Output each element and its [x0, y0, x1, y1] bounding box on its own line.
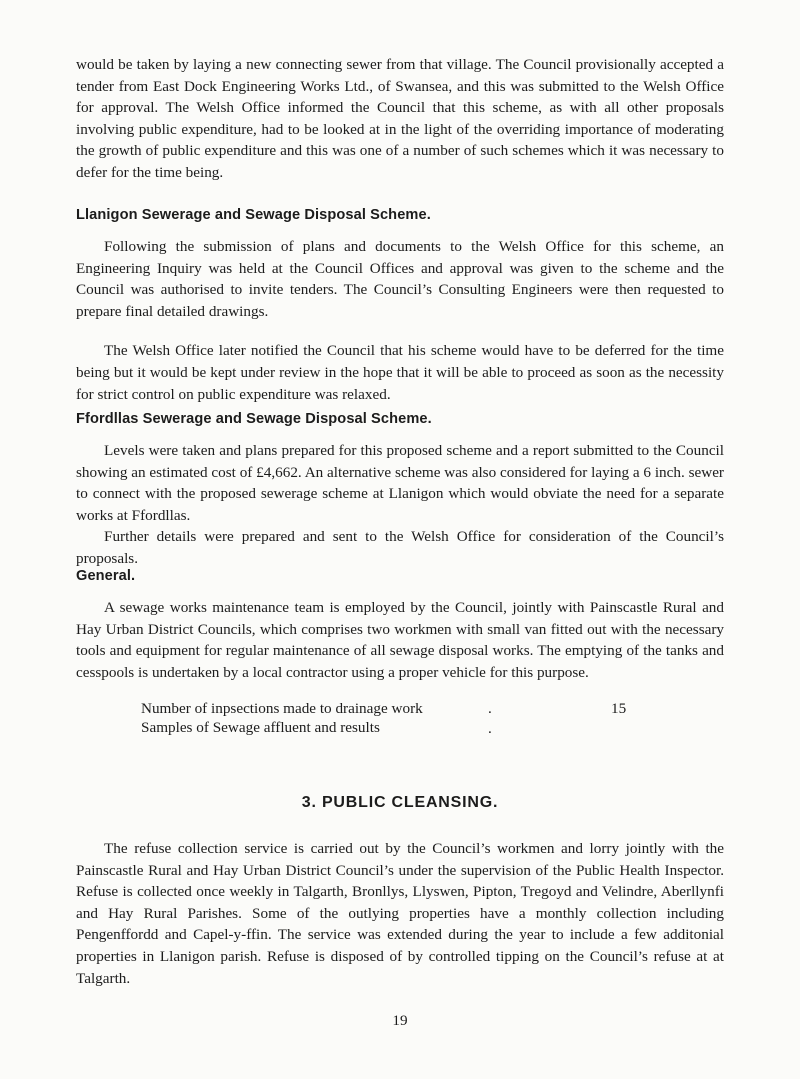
ffordllas-section — [76, 409, 724, 570]
public-cleansing-section — [76, 794, 724, 989]
intro-paragraph: would be taken by laying a new connecting sewer from that village. The Council provisionally accepted a tender from East Dock Engineering Works Ltd., of Swansea, and this was submitted to the Welsh Office for approval. The Welsh Office informed the Council that this scheme, as with all other proposals involving public expenditure, had to be looked at in the light of the overriding importance of moderating the growth of public expenditure and this was one of a number of such schemes which it was necessary to defer for the time being. — [76, 56, 724, 181]
llanigon-paragraph-1: Following the submission of plans and documents to the Welsh Office for this scheme, an Engineering Inquiry was held at the Council Offices and approval was given to the scheme and the Council was authorised to invite tenders. The Council’s Consulting Engineers were then requested to prepare final detailed drawings. — [76, 238, 724, 320]
llanigon-paragraph-2: The Welsh Office later notified the Council that his scheme would have to be deferred for the time being but it would be kept under review in the hope that it will be able to proceed as soon as the necessity for strict control on public expenditure was relaxed. — [76, 342, 724, 403]
general-paragraph-1: A sewage works maintenance team is employed by the Council, jointly with Painscastle Rural and Hay Urban District Councils, which comprises two workmen with small van fitted out with the necessary tools and equipment for regular maintenance of all sewage disposal works. The emptying of the tanks and cesspools is undertaken by a local contractor using a proper vehicle for this purpose. — [76, 599, 724, 681]
page-number: 19 — [392, 1012, 408, 1029]
stat-leader-dots: . . — [488, 700, 492, 737]
general-heading: General. — [76, 568, 136, 584]
stat-value: 15 — [611, 700, 627, 717]
ffordllas-paragraph-2: Further details were prepared and sent to the Welsh Office for consideration of the Council’s proposals. — [76, 528, 724, 567]
llanigon-heading: Llanigon Sewerage and Sewage Disposal Scheme. — [76, 207, 431, 223]
ffordllas-heading: Ffordllas Sewerage and Sewage Disposal Scheme. — [76, 411, 432, 427]
ffordllas-paragraph-1: Levels were taken and plans prepared for this proposed scheme and a report submitted to the Council showing an estimated cost of £4,662. An alternative scheme was also considered for laying a 6 inch. sewer to connect with the proposed sewerage scheme at Llanigon which would obviate the need for a separate works at Ffordllas. — [76, 442, 724, 524]
general-section — [76, 566, 724, 683]
cleansing-paragraph-1: The refuse collection service is carried out by the Council’s workmen and lorry jointly with the Painscastle Rural and Hay Urban District Council’s under the supervision of the Public Health Inspector. Refuse is collected once weekly in Talgarth, Bronllys, Llyswen, Pipton, Tregoyd and Velindre, Aberllynfi and Hay Rural Parishes. Some of the outlying properties have a monthly collection including Pengenffordd and Capel-y-ffin. The service was extended during the year to include a few additonial properties in Llanigon parish. Refuse is disposed of by controlled tipping on the Council’s refuse at at Talgarth. — [76, 840, 724, 987]
stat-label: Samples of Sewage affluent and results — [141, 719, 380, 736]
stat-label: Number of inpsections made to drainage work — [141, 700, 423, 717]
stat-row-samples — [141, 718, 380, 738]
intro-section — [76, 54, 724, 184]
llanigon-section — [76, 205, 724, 405]
section-title: 3. PUBLIC CLEANSING. — [301, 794, 499, 811]
